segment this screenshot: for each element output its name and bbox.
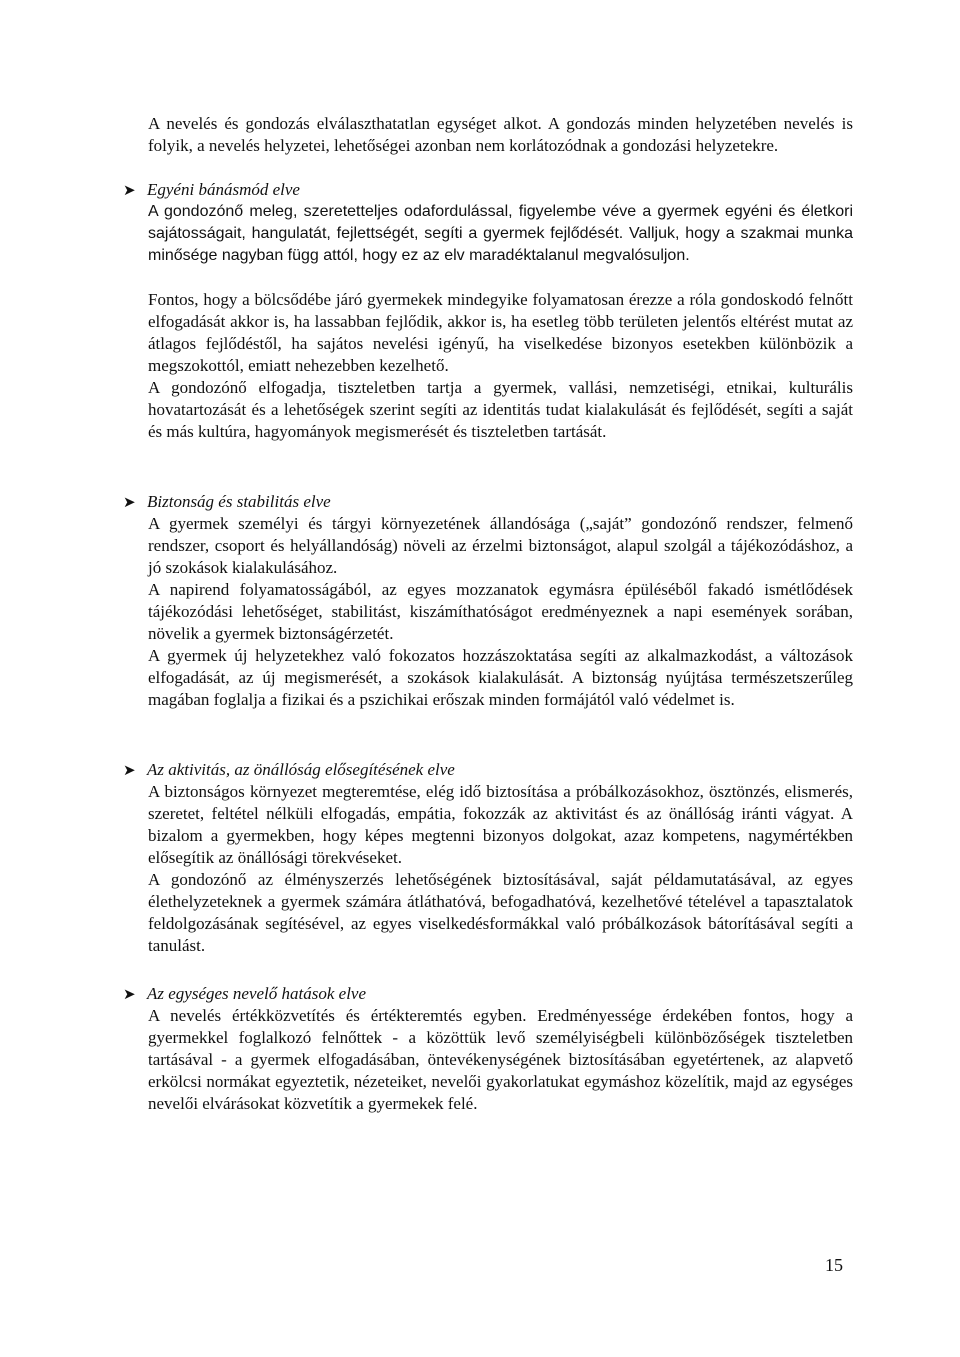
paragraph: A gondozónő meleg, szeretetteljes odafordulással, figyelembe véve a gyermek egyéni és életkori sajátosságait, hangulatát, fejlettségét, segíti a gyermek fejlődését. Valljuk, hogy a szakmai munka minősége nagyban függ attól, hogy ez az elv maradéktalanul megvalósuljon. (148, 203, 853, 264)
arrow-bullet-icon: ➤ (123, 495, 136, 511)
arrow-bullet-icon: ➤ (123, 763, 136, 779)
paragraph: A gondozónő az élményszerzés lehetőségének biztosításával, saját példamutatásával, az egyes élethelyzeteknek a gyermek számára átláthatóvá, befogadhatóvá, kezelhetővé tételével a tapasztalatok feldolgozásának segítésével, az egyes viselkedésformákkal való próbálkozások bátorításával segíti a tanulást. (148, 870, 853, 955)
page-number: 15 (825, 1255, 843, 1275)
section-heading-activity (123, 759, 455, 782)
paragraph: A biztonságos környezet megteremtése, elég idő biztosítása a próbálkozásokhoz, ösztönzés, elismerés, szeretet, feltétel nélküli elfogadás, empátia, fokozzák az aktivitást és az önállóság iránti vágyat. A bizalom a gyermekben, hogy képes megtenni bizonyos dolgokat, azaz kompetens, nagymértékben elősegítik az önállósági törekvéseket. (148, 782, 853, 867)
arrow-bullet-icon: ➤ (123, 987, 136, 1003)
section-heading-unified (123, 983, 366, 1006)
intro-paragraph: A nevelés és gondozás elválaszthatatlan egységet alkot. A gondozás minden helyzetében nevelés is folyik, a nevelés helyzetei, lehetőségei azonban nem korlátozódnak a gondozási helyzetekre. (148, 114, 853, 155)
section-heading-security (123, 491, 331, 514)
paragraph: A gyermek személyi és tárgyi környezetének állandósága („saját” gondozónő rendszer, felmenő rendszer, csoport és helyállandóság) növeli az érzelmi biztonságot, alapul szolgál a tájékozódáshoz, a jó szokások kialakulásához. (148, 514, 853, 577)
section-title: Biztonság és stabilitás elve (147, 492, 331, 511)
arrow-bullet-icon: ➤ (123, 183, 136, 199)
paragraph: A napirend folyamatosságából, az egyes mozzanatok egymásra épüléséből fakadó ismétlődések tájékozódási lehetőséget, stabilitást, kiszámíthatóságot eredményeznek a napi események sorában, növelik a gyermek biztonságérzetét. (148, 580, 853, 643)
section-title: Az egységes nevelő hatások elve (147, 984, 367, 1003)
paragraph: Fontos, hogy a bölcsődébe járó gyermekek mindegyike folyamatosan érezze a róla gondoskodó felnőtt elfogadását akkor is, ha lassabban fejlődik, akkor is, ha esetleg több területen jelentős eltérést mutat az átlagos fejlődéstől, ha sajátos nevelési igényű, ha viselkedése bizonyos esetekben különbözik a megszokottól, emiatt nehezebben kezelhető. (148, 290, 853, 375)
section-title: Az aktivitás, az önállóság elősegítésének elve (147, 760, 455, 779)
section-heading-individual (123, 179, 300, 202)
paragraph: A gondozónő elfogadja, tiszteletben tartja a gyermek, vallási, nemzetiségi, etnikai, kulturális hovatartozását és a lehetőségek szerint segíti az identitás tudat kialakulását és fejlődését, segíti a saját és más kultúra, hagyományok megismerését és tiszteletben tartását. (148, 378, 853, 441)
section-title: Egyéni bánásmód elve (147, 180, 300, 199)
paragraph: A gyermek új helyzetekhez való fokozatos hozzászoktatása segíti az alkalmazkodást, a változások elfogadását, az új megismerését, a szokások kialakulását. A biztonság nyújtása természetszerűleg magában foglalja a fizikai és a pszichikai erőszak minden formájától való védelmet is. (148, 646, 853, 709)
paragraph: A nevelés értékközvetítés és értékteremtés egyben. Eredményessége érdekében fontos, hogy a gyermekkel foglalkozó felnőttek - a közöttük levő személyiségbeli különbözőségek tiszteletben tartásával - a gyermek elfogadásában, öntevékenységének biztosításában egyetértenek, az alapvető erkölcsi normákat egyeztetik, nézeteiket, nevelői gyakorlatukat egymáshoz közelítik, majd az egységes nevelői elvárásokat közvetítik a gyermekek felé. (148, 1006, 853, 1113)
